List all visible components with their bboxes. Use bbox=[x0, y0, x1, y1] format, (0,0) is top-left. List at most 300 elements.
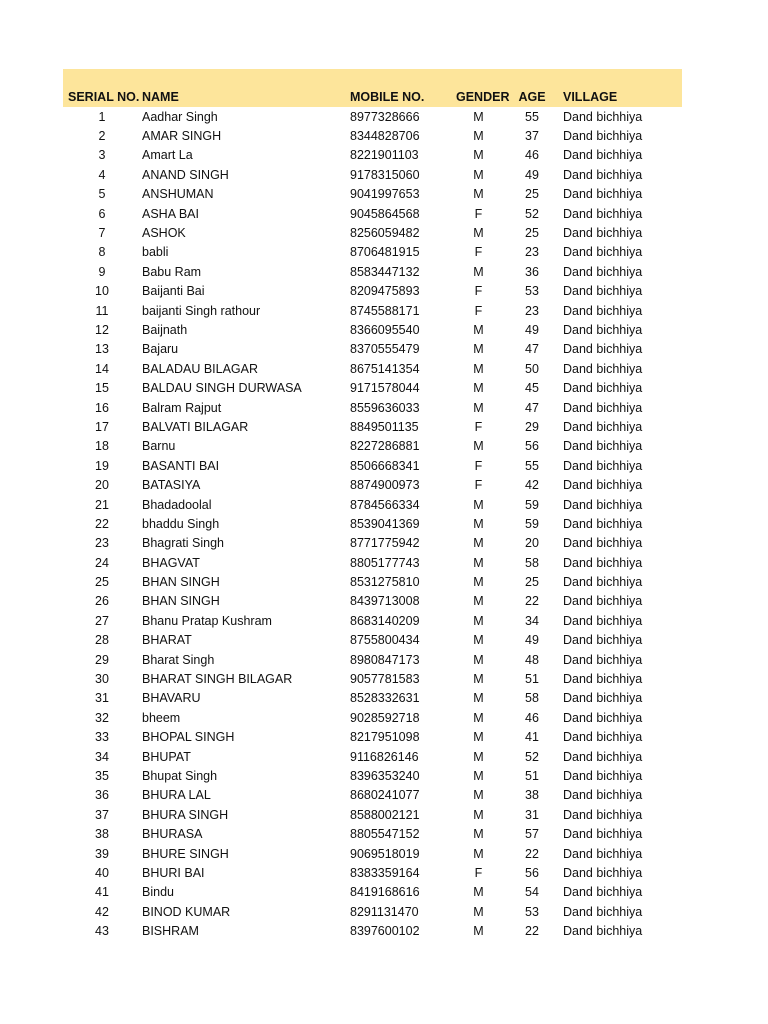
cell-age: 31 bbox=[525, 807, 539, 822]
cell-age: 41 bbox=[525, 730, 539, 745]
cell-name: BHOPAL SINGH bbox=[142, 730, 235, 745]
cell-age: 56 bbox=[525, 439, 539, 454]
table-row bbox=[63, 378, 682, 397]
cell-gender: M bbox=[473, 129, 484, 144]
cell-serial: 33 bbox=[95, 730, 109, 745]
table-row bbox=[63, 204, 682, 223]
cell-serial: 30 bbox=[95, 672, 109, 687]
table-body bbox=[63, 107, 682, 941]
cell-serial: 27 bbox=[95, 613, 109, 628]
cell-name: BHURA SINGH bbox=[142, 807, 229, 822]
cell-gender: M bbox=[473, 555, 484, 570]
cell-age: 59 bbox=[525, 497, 539, 512]
table-row bbox=[63, 320, 682, 339]
cell-name: Bharat Singh bbox=[142, 652, 215, 667]
table-row bbox=[63, 126, 682, 145]
cell-gender: M bbox=[473, 187, 484, 202]
cell-mobile: 8209475893 bbox=[350, 284, 420, 299]
cell-gender: M bbox=[473, 846, 484, 861]
cell-name: ASHA BAI bbox=[142, 206, 199, 221]
table-row bbox=[63, 456, 682, 475]
cell-village: Dand bichhiya bbox=[563, 652, 643, 667]
header-gender: GENDER bbox=[456, 90, 510, 105]
cell-serial: 2 bbox=[98, 129, 106, 144]
table-row bbox=[63, 340, 682, 359]
cell-name: ANAND SINGH bbox=[142, 167, 229, 182]
cell-name: BINOD KUMAR bbox=[142, 904, 231, 919]
cell-age: 23 bbox=[525, 303, 539, 318]
cell-mobile: 8221901103 bbox=[350, 148, 419, 163]
cell-serial: 9 bbox=[98, 264, 106, 279]
cell-mobile: 8849501135 bbox=[350, 419, 419, 434]
cell-mobile: 8683140209 bbox=[350, 613, 420, 628]
table-row bbox=[63, 165, 682, 184]
cell-serial: 29 bbox=[95, 652, 109, 667]
cell-village: Dand bichhiya bbox=[563, 419, 643, 434]
table-row bbox=[63, 262, 682, 281]
cell-serial: 18 bbox=[95, 439, 109, 454]
cell-village: Dand bichhiya bbox=[563, 730, 643, 745]
cell-serial: 41 bbox=[95, 885, 109, 900]
cell-gender: M bbox=[473, 749, 484, 764]
cell-age: 53 bbox=[525, 284, 539, 299]
table-row bbox=[63, 805, 682, 824]
cell-gender: F bbox=[474, 419, 483, 434]
cell-village: Dand bichhiya bbox=[563, 536, 643, 551]
cell-name: BALADAU BILAGAR bbox=[142, 361, 259, 376]
cell-village: Dand bichhiya bbox=[563, 865, 643, 880]
cell-name: Babu Ram bbox=[142, 264, 202, 279]
cell-serial: 5 bbox=[98, 187, 106, 202]
cell-gender: M bbox=[473, 904, 484, 919]
cell-name: BHARAT SINGH BILAGAR bbox=[142, 672, 293, 687]
cell-gender: M bbox=[473, 924, 484, 939]
cell-name: BHURASA bbox=[142, 827, 203, 842]
cell-village: Dand bichhiya bbox=[563, 710, 643, 725]
cell-gender: M bbox=[473, 575, 484, 590]
cell-village: Dand bichhiya bbox=[563, 478, 643, 493]
header-serial: SERIAL NO. bbox=[68, 90, 140, 105]
cell-mobile: 8344828706 bbox=[350, 129, 420, 144]
cell-age: 22 bbox=[525, 594, 539, 609]
cell-age: 49 bbox=[525, 322, 539, 337]
cell-name: BHAVARU bbox=[142, 691, 201, 706]
cell-village: Dand bichhiya bbox=[563, 691, 643, 706]
cell-serial: 11 bbox=[95, 303, 109, 318]
cell-mobile: 8680241077 bbox=[350, 788, 420, 803]
cell-mobile: 8755800434 bbox=[350, 633, 420, 648]
cell-name: Bhadadoolal bbox=[142, 497, 212, 512]
cell-name: bhaddu Singh bbox=[142, 516, 220, 531]
cell-gender: M bbox=[473, 710, 484, 725]
table-row bbox=[63, 146, 682, 165]
cell-name: Bajaru bbox=[142, 342, 179, 357]
cell-gender: M bbox=[473, 148, 484, 163]
cell-serial: 10 bbox=[95, 284, 109, 299]
cell-mobile: 8805177743 bbox=[350, 555, 420, 570]
cell-mobile: 8419168616 bbox=[350, 885, 420, 900]
cell-age: 47 bbox=[525, 400, 539, 415]
cell-serial: 14 bbox=[95, 361, 109, 376]
cell-age: 22 bbox=[525, 846, 539, 861]
table-row bbox=[63, 844, 682, 863]
cell-village: Dand bichhiya bbox=[563, 167, 643, 182]
table-row bbox=[63, 669, 682, 688]
cell-serial: 19 bbox=[95, 458, 109, 473]
table-row bbox=[63, 592, 682, 611]
cell-mobile: 9041997653 bbox=[350, 187, 420, 202]
cell-mobile: 8980847173 bbox=[350, 652, 420, 667]
table-row bbox=[63, 495, 682, 514]
cell-age: 29 bbox=[525, 419, 539, 434]
cell-gender: M bbox=[473, 109, 484, 124]
cell-age: 46 bbox=[525, 148, 539, 163]
cell-name: ANSHUMAN bbox=[142, 187, 214, 202]
cell-gender: M bbox=[473, 594, 484, 609]
table-row bbox=[63, 786, 682, 805]
table-row bbox=[63, 282, 682, 301]
cell-age: 49 bbox=[525, 633, 539, 648]
header-village: VILLAGE bbox=[563, 90, 618, 105]
cell-gender: F bbox=[474, 206, 483, 221]
cell-mobile: 8439713008 bbox=[350, 594, 420, 609]
cell-age: 51 bbox=[525, 672, 539, 687]
cell-serial: 4 bbox=[98, 167, 106, 182]
cell-mobile: 9178315060 bbox=[350, 167, 420, 182]
cell-gender: F bbox=[474, 478, 483, 493]
cell-serial: 17 bbox=[95, 419, 109, 434]
cell-mobile: 9116826146 bbox=[350, 749, 419, 764]
cell-name: BHURE SINGH bbox=[142, 846, 229, 861]
cell-mobile: 8217951098 bbox=[350, 730, 420, 745]
cell-serial: 15 bbox=[95, 381, 109, 396]
cell-name: BALDAU SINGH DURWASA bbox=[142, 381, 302, 396]
cell-gender: F bbox=[474, 865, 483, 880]
cell-serial: 32 bbox=[95, 710, 109, 725]
cell-age: 46 bbox=[525, 710, 539, 725]
cell-gender: F bbox=[474, 303, 483, 318]
cell-gender: M bbox=[473, 730, 484, 745]
cell-age: 56 bbox=[525, 865, 539, 880]
cell-mobile: 8706481915 bbox=[350, 245, 420, 260]
cell-name: AMAR SINGH bbox=[142, 129, 222, 144]
cell-name: Balram Rajput bbox=[142, 400, 222, 415]
cell-village: Dand bichhiya bbox=[563, 439, 643, 454]
cell-village: Dand bichhiya bbox=[563, 885, 643, 900]
table-row bbox=[63, 708, 682, 727]
cell-age: 57 bbox=[525, 827, 539, 842]
table-row bbox=[63, 514, 682, 533]
cell-name: BALVATI BILAGAR bbox=[142, 419, 249, 434]
cell-name: Aadhar Singh bbox=[142, 109, 218, 124]
table-row bbox=[63, 572, 682, 591]
cell-name: Baijanti Bai bbox=[142, 284, 205, 299]
cell-age: 34 bbox=[525, 613, 539, 628]
cell-mobile: 8874900973 bbox=[350, 478, 420, 493]
cell-gender: M bbox=[473, 768, 484, 783]
table-row bbox=[63, 553, 682, 572]
cell-serial: 8 bbox=[98, 245, 106, 260]
cell-name: BISHRAM bbox=[142, 924, 199, 939]
cell-name: Bhupat Singh bbox=[142, 768, 218, 783]
cell-age: 59 bbox=[525, 516, 539, 531]
table-row bbox=[63, 689, 682, 708]
cell-village: Dand bichhiya bbox=[563, 284, 643, 299]
cell-gender: M bbox=[473, 885, 484, 900]
cell-gender: M bbox=[473, 400, 484, 415]
cell-age: 42 bbox=[525, 478, 539, 493]
cell-age: 36 bbox=[525, 264, 539, 279]
cell-mobile: 8531275810 bbox=[350, 575, 420, 590]
cell-name: BHURI BAI bbox=[142, 865, 205, 880]
cell-mobile: 8675141354 bbox=[350, 361, 420, 376]
cell-mobile: 8383359164 bbox=[350, 865, 420, 880]
cell-name: Amart La bbox=[142, 148, 193, 163]
cell-village: Dand bichhiya bbox=[563, 807, 643, 822]
cell-mobile: 8366095540 bbox=[350, 322, 420, 337]
cell-mobile: 8559636033 bbox=[350, 400, 420, 415]
cell-village: Dand bichhiya bbox=[563, 516, 643, 531]
cell-name: Bhanu Pratap Kushram bbox=[142, 613, 272, 628]
table-row bbox=[63, 883, 682, 902]
cell-village: Dand bichhiya bbox=[563, 303, 643, 318]
cell-village: Dand bichhiya bbox=[563, 206, 643, 221]
cell-gender: F bbox=[474, 245, 483, 260]
cell-mobile: 8539041369 bbox=[350, 516, 420, 531]
cell-village: Dand bichhiya bbox=[563, 148, 643, 163]
cell-mobile: 8583447132 bbox=[350, 264, 420, 279]
cell-age: 22 bbox=[525, 924, 539, 939]
cell-village: Dand bichhiya bbox=[563, 788, 643, 803]
cell-gender: M bbox=[473, 322, 484, 337]
cell-name: BHAN SINGH bbox=[142, 594, 220, 609]
cell-village: Dand bichhiya bbox=[563, 594, 643, 609]
cell-mobile: 9057781583 bbox=[350, 672, 420, 687]
cell-mobile: 8745588171 bbox=[350, 303, 420, 318]
cell-gender: M bbox=[473, 497, 484, 512]
cell-serial: 38 bbox=[95, 827, 109, 842]
cell-village: Dand bichhiya bbox=[563, 129, 643, 144]
cell-gender: M bbox=[473, 516, 484, 531]
cell-village: Dand bichhiya bbox=[563, 613, 643, 628]
cell-serial: 13 bbox=[95, 342, 109, 357]
cell-gender: M bbox=[473, 652, 484, 667]
cell-serial: 26 bbox=[95, 594, 109, 609]
cell-serial: 12 bbox=[95, 322, 109, 337]
cell-mobile: 8771775942 bbox=[350, 536, 420, 551]
cell-gender: M bbox=[473, 613, 484, 628]
table-row bbox=[63, 359, 682, 378]
cell-serial: 31 bbox=[95, 691, 109, 706]
cell-serial: 25 bbox=[95, 575, 109, 590]
table-row bbox=[63, 534, 682, 553]
cell-age: 58 bbox=[525, 555, 539, 570]
table-row bbox=[63, 417, 682, 436]
cell-village: Dand bichhiya bbox=[563, 109, 643, 124]
cell-age: 49 bbox=[525, 167, 539, 182]
header-row bbox=[63, 88, 682, 107]
cell-gender: M bbox=[473, 342, 484, 357]
table-row bbox=[63, 107, 682, 126]
cell-mobile: 8397600102 bbox=[350, 924, 420, 939]
cell-serial: 24 bbox=[95, 555, 109, 570]
cell-mobile: 8256059482 bbox=[350, 226, 420, 241]
table-row bbox=[63, 824, 682, 843]
table-row bbox=[63, 475, 682, 494]
table-row bbox=[63, 766, 682, 785]
cell-mobile: 8588002121 bbox=[350, 807, 420, 822]
cell-serial: 28 bbox=[95, 633, 109, 648]
cell-serial: 3 bbox=[98, 148, 106, 163]
cell-village: Dand bichhiya bbox=[563, 904, 643, 919]
cell-age: 53 bbox=[525, 904, 539, 919]
cell-name: Baijnath bbox=[142, 322, 188, 337]
cell-village: Dand bichhiya bbox=[563, 846, 643, 861]
cell-name: Bindu bbox=[142, 885, 174, 900]
cell-name: Barnu bbox=[142, 439, 176, 454]
cell-serial: 37 bbox=[95, 807, 109, 822]
table-row bbox=[63, 611, 682, 630]
cell-mobile: 8977328666 bbox=[350, 109, 420, 124]
cell-age: 58 bbox=[525, 691, 539, 706]
cell-gender: F bbox=[474, 284, 483, 299]
cell-village: Dand bichhiya bbox=[563, 264, 643, 279]
cell-age: 20 bbox=[525, 536, 539, 551]
cell-village: Dand bichhiya bbox=[563, 322, 643, 337]
cell-serial: 34 bbox=[95, 749, 109, 764]
cell-village: Dand bichhiya bbox=[563, 187, 643, 202]
cell-age: 25 bbox=[525, 226, 539, 241]
cell-gender: M bbox=[473, 536, 484, 551]
cell-age: 51 bbox=[525, 768, 539, 783]
cell-village: Dand bichhiya bbox=[563, 497, 643, 512]
cell-age: 55 bbox=[525, 458, 539, 473]
table-row bbox=[63, 631, 682, 650]
cell-name: BHURA LAL bbox=[142, 788, 211, 803]
cell-village: Dand bichhiya bbox=[563, 924, 643, 939]
cell-age: 48 bbox=[525, 652, 539, 667]
cell-serial: 16 bbox=[95, 400, 109, 415]
cell-age: 25 bbox=[525, 575, 539, 590]
cell-gender: M bbox=[473, 827, 484, 842]
cell-serial: 6 bbox=[98, 206, 106, 221]
cell-mobile: 9045864568 bbox=[350, 206, 420, 221]
cell-mobile: 8396353240 bbox=[350, 768, 420, 783]
cell-gender: M bbox=[473, 226, 484, 241]
cell-serial: 36 bbox=[95, 788, 109, 803]
table-row bbox=[63, 902, 682, 921]
cell-mobile: 8227286881 bbox=[350, 439, 420, 454]
cell-name: BHARAT bbox=[142, 633, 192, 648]
cell-village: Dand bichhiya bbox=[563, 458, 643, 473]
cell-gender: M bbox=[473, 672, 484, 687]
cell-serial: 42 bbox=[95, 904, 109, 919]
cell-village: Dand bichhiya bbox=[563, 226, 643, 241]
cell-serial: 23 bbox=[95, 536, 109, 551]
cell-name: BHAN SINGH bbox=[142, 575, 220, 590]
data-table bbox=[63, 69, 682, 941]
cell-mobile: 9069518019 bbox=[350, 846, 420, 861]
cell-serial: 21 bbox=[95, 497, 109, 512]
table-row bbox=[63, 437, 682, 456]
cell-serial: 40 bbox=[95, 865, 109, 880]
table-row bbox=[63, 650, 682, 669]
table-row bbox=[63, 863, 682, 882]
cell-age: 23 bbox=[525, 245, 539, 260]
cell-age: 55 bbox=[525, 109, 539, 124]
cell-age: 45 bbox=[525, 381, 539, 396]
cell-village: Dand bichhiya bbox=[563, 400, 643, 415]
cell-name: babli bbox=[142, 245, 169, 260]
table-row bbox=[63, 921, 682, 940]
cell-gender: F bbox=[474, 458, 483, 473]
cell-name: BASANTI BAI bbox=[142, 458, 220, 473]
cell-name: BATASIYA bbox=[142, 478, 201, 493]
cell-name: baijanti Singh rathour bbox=[142, 303, 261, 318]
cell-village: Dand bichhiya bbox=[563, 555, 643, 570]
cell-serial: 39 bbox=[95, 846, 109, 861]
table-row bbox=[63, 398, 682, 417]
cell-age: 54 bbox=[525, 885, 539, 900]
cell-mobile: 8528332631 bbox=[350, 691, 420, 706]
cell-village: Dand bichhiya bbox=[563, 633, 643, 648]
cell-name: Bhagrati Singh bbox=[142, 536, 225, 551]
table-row bbox=[63, 185, 682, 204]
cell-village: Dand bichhiya bbox=[563, 768, 643, 783]
cell-village: Dand bichhiya bbox=[563, 361, 643, 376]
table-row bbox=[63, 728, 682, 747]
cell-age: 25 bbox=[525, 187, 539, 202]
table-row bbox=[63, 301, 682, 320]
cell-name: ASHOK bbox=[142, 226, 186, 241]
cell-name: bheem bbox=[142, 710, 181, 725]
cell-mobile: 8506668341 bbox=[350, 458, 420, 473]
cell-mobile: 9028592718 bbox=[350, 710, 420, 725]
table-header bbox=[63, 69, 682, 107]
cell-mobile: 8784566334 bbox=[350, 497, 420, 512]
cell-name: BHAGVAT bbox=[142, 555, 200, 570]
cell-village: Dand bichhiya bbox=[563, 245, 643, 260]
cell-age: 50 bbox=[525, 361, 539, 376]
header-name: NAME bbox=[142, 90, 179, 105]
cell-gender: M bbox=[473, 167, 484, 182]
header-mobile: MOBILE NO. bbox=[350, 90, 425, 105]
cell-village: Dand bichhiya bbox=[563, 672, 643, 687]
table-row bbox=[63, 747, 682, 766]
cell-serial: 35 bbox=[95, 768, 109, 783]
cell-age: 52 bbox=[525, 206, 539, 221]
cell-serial: 7 bbox=[98, 226, 106, 241]
cell-gender: M bbox=[473, 439, 484, 454]
cell-serial: 43 bbox=[95, 924, 109, 939]
cell-serial: 20 bbox=[95, 478, 109, 493]
cell-mobile: 8370555479 bbox=[350, 342, 420, 357]
cell-village: Dand bichhiya bbox=[563, 575, 643, 590]
cell-mobile: 8291131470 bbox=[350, 904, 419, 919]
cell-mobile: 8805547152 bbox=[350, 827, 420, 842]
cell-village: Dand bichhiya bbox=[563, 749, 643, 764]
cell-gender: M bbox=[473, 264, 484, 279]
header-age: AGE bbox=[518, 90, 546, 105]
cell-mobile: 9171578044 bbox=[350, 381, 420, 396]
cell-age: 38 bbox=[525, 788, 539, 803]
cell-age: 37 bbox=[525, 129, 539, 144]
cell-gender: M bbox=[473, 633, 484, 648]
cell-age: 52 bbox=[525, 749, 539, 764]
cell-gender: M bbox=[473, 361, 484, 376]
cell-gender: M bbox=[473, 381, 484, 396]
cell-gender: M bbox=[473, 788, 484, 803]
